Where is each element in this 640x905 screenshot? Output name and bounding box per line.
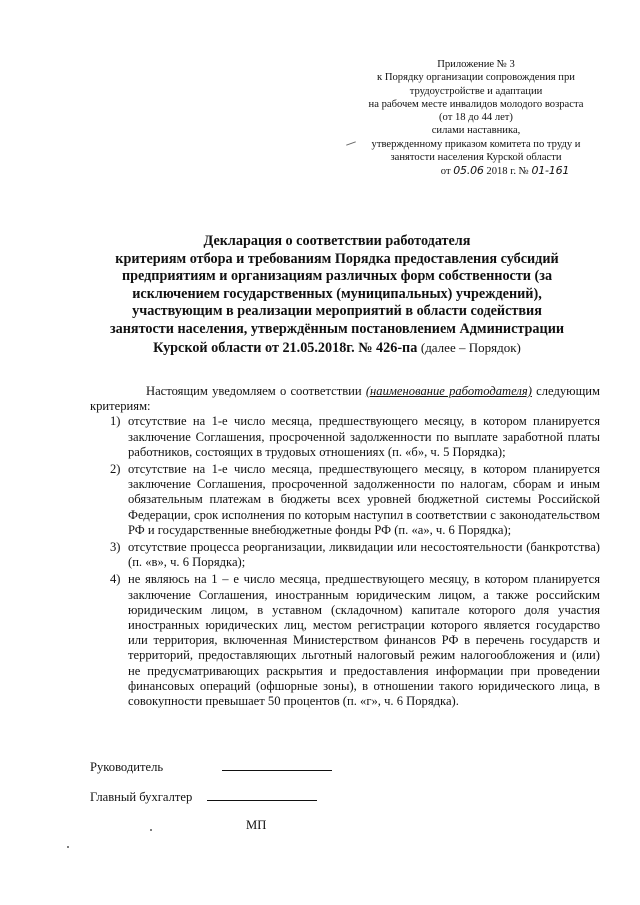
scan-speck [67, 846, 69, 848]
handwritten-number: 01-161 [531, 164, 570, 178]
director-signature-line [222, 760, 332, 771]
item-number: 4) [110, 572, 121, 587]
intro-after: следующим критериям: [90, 384, 600, 414]
employer-placeholder: (наименование работодателя) [365, 384, 532, 398]
appendix-line: на рабочем месте инвалидов молодого возраста [368, 98, 584, 110]
handwritten-date: 05.06 [453, 164, 484, 178]
director-label: Руководитель [90, 760, 164, 774]
date-prefix: от [440, 166, 451, 178]
title-line: занятости населения, утверждённым постановлением Администрации [109, 320, 565, 337]
item-text: не являюсь на 1 – е число месяца, предшествующего месяцу, в котором планируется заключение Соглашения, иностранным юридическим лицом, а также российским юридическим лицом, в уставном (складочном) капитале которого доля участия иностранных юридических лиц, местом регистрации которого является государство или территория, включенная Министерством финансов РФ в перечень государств и территорий, предоставляющих льготный налоговый режим налогообложения и (или) не предусматривающих раскрытия и предоставления информации при проведении финансовых операций (офшорные зоны), в отношении такого юридического лица, в совокупности превышает 50 процентов (п. «г», ч. 6 Порядка). [128, 572, 600, 709]
declaration-body [90, 384, 600, 711]
scan-speck [150, 829, 152, 831]
item-number: 1) [110, 414, 121, 429]
appendix-header [345, 58, 607, 179]
title-last-normal: (далее – Порядок) [420, 339, 521, 355]
appendix-line: Приложение № 3 [437, 59, 515, 70]
appendix-line: (от 18 до 44 лет) [439, 112, 513, 124]
stamp-place: МП [246, 818, 267, 832]
appendix-line: утвержденному приказом комитета по труду и [371, 138, 581, 150]
accountant-signature-row [90, 790, 317, 805]
list-item [90, 540, 600, 570]
criteria-list [90, 414, 600, 709]
accountant-label: Главный бухгалтер [90, 790, 193, 804]
intro-before: Настоящим уведомляем о соответствии [146, 384, 362, 398]
item-number: 2) [110, 462, 121, 477]
title-line-last [98, 339, 576, 358]
title-last-bold: Курской области от 21.05.2018г. № 426-па [153, 339, 418, 356]
item-text: отсутствие на 1-е число месяца, предшествующего месяцу, в котором планируется заключение Соглашения, просроченной задолженности по выплате заработной платы работников, состоящих в трудовых отношениях (п. «б», ч. 5 Порядка); [128, 414, 600, 459]
title-line: Декларация о соответствии работодателя [203, 233, 471, 249]
title-line: исключением государственных (муниципальных) учреждений), [132, 285, 542, 302]
list-item [90, 572, 600, 709]
title-line: участвующим в реализации мероприятий в области содействия [132, 303, 542, 320]
director-signature-row [90, 760, 332, 775]
appendix-line: занятости населения Курской области [390, 152, 562, 164]
item-number: 3) [110, 540, 121, 555]
item-text: отсутствие на 1-е число месяца, предшествующего месяцу, в котором планируется заключение Соглашения, просроченной задолженности по налогам, сборам и иным обязательным платежам в бюджеты всех уровней бюджетной системы Российской Федерации, срок исполнения по которым наступил в соответствии с законодательством РФ и государственные внебюджетные фонды РФ (п. «а», ч. 6 Порядка); [128, 462, 600, 537]
appendix-line: трудоустройстве и адаптации [409, 85, 543, 97]
appendix-date-line [345, 164, 607, 178]
item-text: отсутствие процесса реорганизации, ликвидации или несостоятельности (банкротства) (п. «в», ч. 6 Порядка); [128, 540, 600, 570]
year-text: 2018 г. № [486, 166, 529, 178]
declaration-title [98, 233, 576, 357]
title-line: критериям отбора и требованиям Порядка предоставления субсидий [115, 250, 559, 267]
list-item [90, 462, 600, 538]
appendix-line: к Порядку организации сопровождения при [377, 72, 575, 84]
appendix-line: силами наставника, [431, 125, 521, 137]
accountant-signature-line [207, 790, 317, 801]
title-line: предприятиям и организациям различных форм собственности (за [121, 268, 553, 285]
intro-paragraph [90, 384, 600, 414]
list-item [90, 414, 600, 460]
